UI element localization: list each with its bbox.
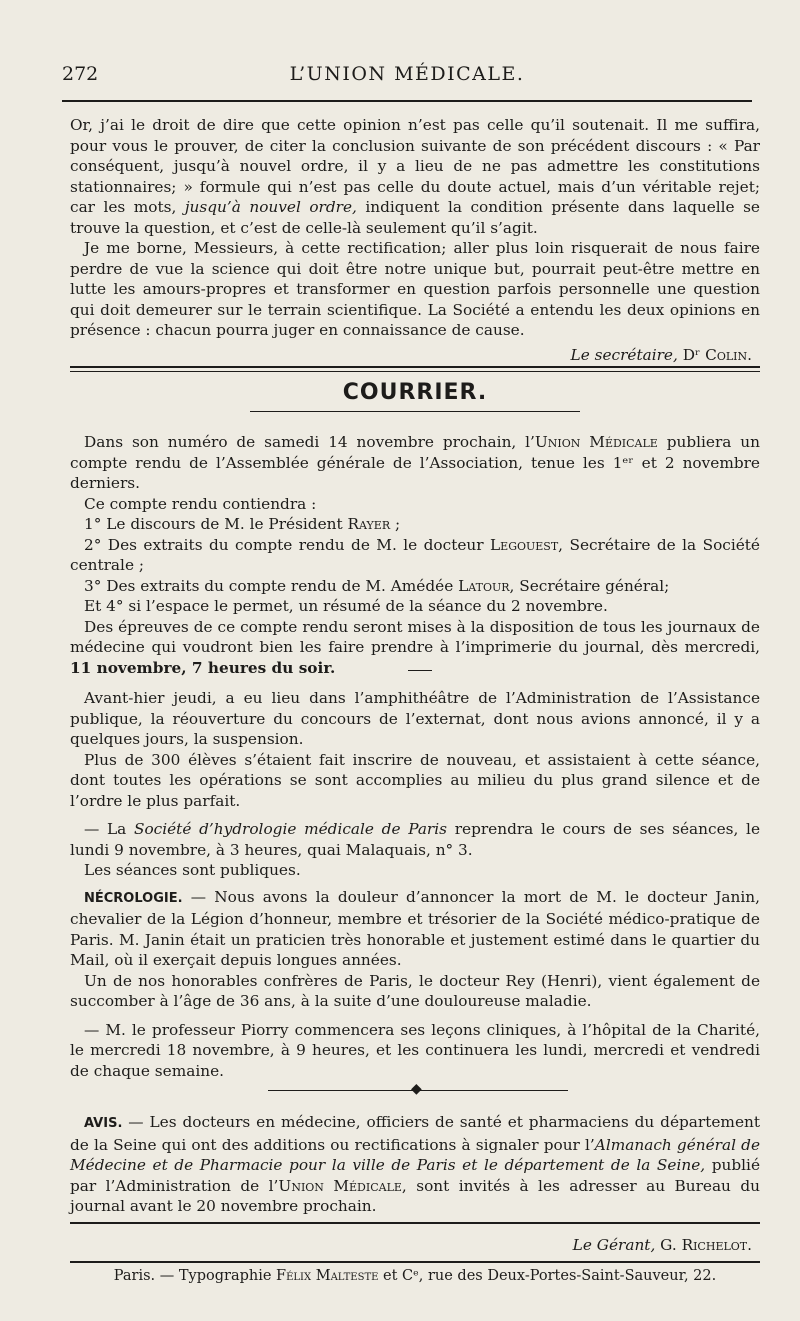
page-number: 272 — [62, 63, 99, 85]
courrier-section — [70, 432, 760, 678]
page-header — [62, 63, 752, 93]
section-rule-bottom — [70, 371, 760, 372]
signoff — [70, 1235, 760, 1256]
section-rule-top — [70, 366, 760, 368]
obituary-paragraph: Un de nos honorables confrères de Paris, le docteur Rey (Henri), vient également de succomber à l’âge de 36 ans, à la suite d’une douloureuse maladie. — [70, 971, 760, 1010]
notice-section — [70, 1112, 760, 1217]
intro-section — [70, 115, 760, 365]
notice-paragraph: AVIS. — Les docteurs en médecine, officiers de santé et pharmaciens du département de la Seine qui ont des additions ou rectifications à signaler pour l’Almanach général de Médecine et de Pharmacie pour la ville de Paris et le département de la Seine, publié par l’Administration de l’Union Médicale, sont invités à les adresser au Bureau du journal avant le 20 novembre prochain. — [70, 1113, 761, 1215]
necrology-label: NÉCROLOGIE. — [84, 890, 183, 906]
intro-paragraph-2: Je me borne, Messieurs, à cette rectification; aller plus loin risquerait de nous faire perdre de vue la science qui doit être notre unique but, pourrait peut-être mettre en lutte les amours-propres et transformer en question parfois personnelle une question qui doit demeurer sur le terrain scientifique. La Société a entendu les deux opinions en présence : chacun pourra juger en connaissance de cause. — [70, 239, 760, 339]
list-item-2: 2° Des extraits du compte rendu de M. le docteur Legouest, Secrétaire de la Société centrale ; — [70, 535, 760, 574]
intro-paragraph-1: Or, j’ai le droit de dire que cette opinion n’est pas celle qu’il soutenait. Il me suffira, pour vous le prouver, de citer la conclusion suivante de son précédent discours : « Par conséquent, jusqu’à nouvel ordre, il y a lieu de ne pas admettre les constitutions stationnaires; » formule qui n’est pas celle du doute actuel, mais d’un véritable rejet; car les mots, jusqu’à nouvel ordre, indiquent la condition présente dans laquelle se trouve la question, et c’est de celle-là seulement qu’il s’agit. — [70, 116, 760, 237]
running-title: L’UNION MÉDICALE. — [289, 63, 525, 85]
necrology-paragraph: NÉCROLOGIE. — Nous avons la douleur d’annoncer la mort de M. le docteur Janin, chevalier de la Légion d’honneur, membre et trésorier de la Société médico-pratique de Paris. M. Janin était un praticien très honorable et justement estimé dans le quartier du Mail, où il exerçait depuis longues années. — [70, 887, 760, 969]
courrier-paragraph-2: Ce compte rendu contiendra : — [84, 494, 317, 513]
news-paragraph-4: Les séances sont publiques. — [84, 861, 301, 879]
ornament-icon: ◆ — [411, 1081, 422, 1097]
section-title: COURRIER. — [342, 380, 488, 405]
footer-rule — [70, 1261, 760, 1263]
news-section — [70, 688, 760, 1081]
list-item-3: 3° Des extraits du compte rendu de M. Amédée Latour, Secrétaire général; — [84, 576, 670, 595]
title-underline — [250, 411, 580, 412]
list-item-4: Et 4° si l’espace le permet, un résumé de la séance du 2 novembre. — [84, 597, 608, 615]
manager-role: Le Gérant, — [572, 1236, 656, 1254]
courrier-paragraph-3: Des épreuves de ce compte rendu seront mises à la disposition de tous les journaux de médecine qui voudront bien les faire prendre à l’imprimerie du journal, dès mercredi, 11 novembre, 7 heures du soir. — [70, 617, 760, 677]
news-paragraph-3: — La Société d’hydrologie médicale de Paris reprendra le cours de ses séances, le lundi 9 novembre, à 3 heures, quai Malaquais, n° 3. — [70, 820, 760, 859]
manager-name: G. Richelot. — [655, 1236, 752, 1254]
notice-label: AVIS. — [84, 1116, 123, 1131]
news-paragraph-2: Plus de 300 élèves s’étaient fait inscrire de nouveau, et assistaient à cette séance, dont toutes les opérations se sont accomplies au milieu du plus grand silence et de l’ordre le plus parfait. — [70, 750, 760, 810]
lectures-paragraph: — M. le professeur Piorry commencera ses leçons cliniques, à l’hôpital de la Charité, le mercredi 18 novembre, à 9 heures, et les continuera les lundi, mercredi et vendredi de chaque semaine. — [70, 1020, 760, 1080]
header-rule — [62, 100, 752, 102]
list-item-1: 1° Le discours de M. le Président Rayer ; — [84, 515, 401, 533]
courrier-paragraph-1: Dans son numéro de samedi 14 novembre prochain, l’Union Médicale publiera un compte rendu de l’Assemblée générale de l’Association, tenue les 1ᵉʳ et 2 novembre derniers. — [70, 433, 760, 492]
short-divider — [408, 670, 432, 671]
signoff-rule — [70, 1222, 760, 1224]
secretary-signature: Le secrétaire, Dʳ Colin. — [570, 345, 752, 364]
news-paragraph-1: Avant-hier jeudi, a eu lieu dans l’amphithéâtre de l’Administration de l’Assistance publique, la réouverture du concours de l’externat, dont nous avions annoncé, il y a quelques jours, la suspension. — [70, 689, 760, 748]
printer-footer: Paris. — Typographie Félix Malteste et Cᵉ, rue des Deux-Portes-Saint-Sauveur, 22. — [113, 1268, 717, 1284]
